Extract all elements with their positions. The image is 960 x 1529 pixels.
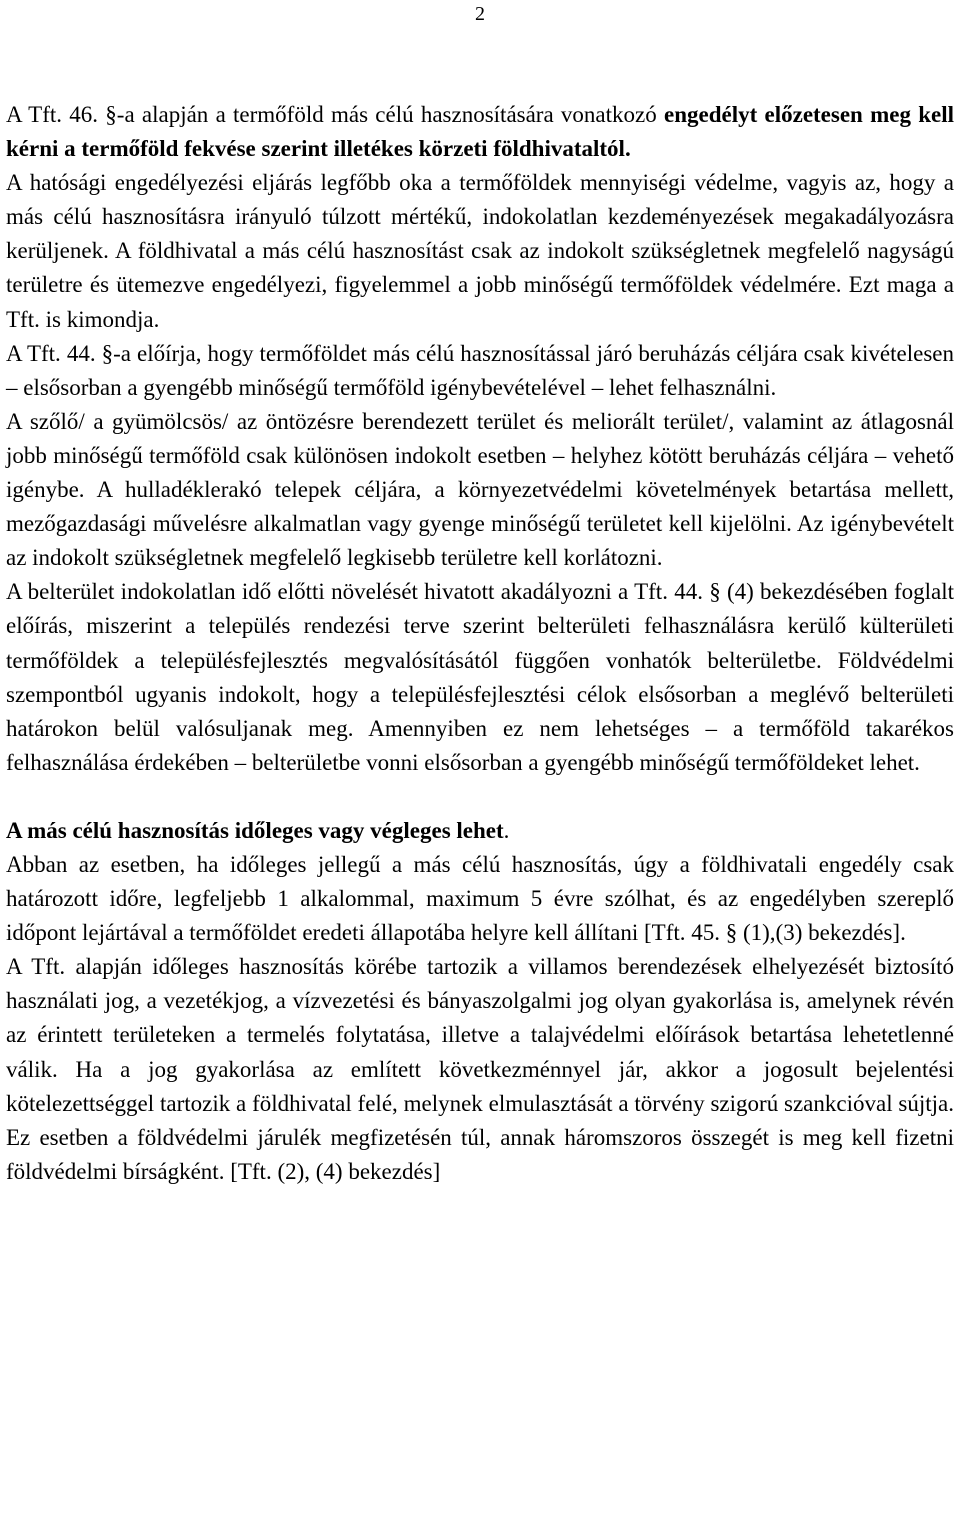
paragraph: [6, 166, 954, 336]
paragraph: [6, 575, 954, 780]
paragraph: [6, 950, 954, 1189]
text-run: A Tft. alapján időleges hasznosítás körébe tartozik a villamos berendezések elhelyezését biztosító használati jog, a vezetékjog, a vízvezetési és bányaszolgalmi jog olyan gyakorlása is, amelynek révén az érintett területeken a termelés folytatása, illetve a talajvédelmi előírások betartása lehetetlenné válik. Ha a jog gyakorlása az említett következménnyel jár, akkor a jogosult bejelentési kötelezettséggel tartozik a földhivatal felé, melynek elmulasztását a törvény szigorú szankcióval sújtja. Ez esetben a földvédelmi járulék megfizetésén túl, annak háromszoros összegét is meg kell fizetni földvédelmi bírságként. [Tft. (2), (4) bekezdés]: [6, 954, 954, 1184]
text-run: Abban az esetben, ha időleges jellegű a más célú hasznosítás, úgy a földhivatali engedély csak határozott időre, legfeljebb 1 alkalommal, maximum 5 évre szólhat, és az engedélyben szereplő időpont lejártával a termőföldet eredeti állapotába helyre kell állítani [Tft. 45. § (1),(3) bekezdés].: [6, 851, 954, 946]
text-run: A hatósági engedélyezési eljárás legfőbb oka a termőföldek mennyiségi védelme, vagyis az, hogy a más célú hasznosításra irányuló túlzott mértékű, indokolatlan kezdeményezések megakadályozásra kerüljenek. A földhivatal a más célú hasznosítást csak az indokolt szükségletnek megfelelő nagyságú területre és ütemezve engedélyezi, figyelemmel a jobb minőségű termőföldek védelmére. Ezt maga a Tft. is kimondja.: [6, 170, 954, 332]
paragraph: [6, 337, 954, 405]
text-run: A Tft. 44. §-a előírja, hogy termőföldet más célú hasznosítással járó beruházás céljára csak kivételesen – elsősorban a gyengébb minőségű termőföld igénybevételével – lehet felhasználni.: [6, 340, 954, 400]
paragraph: [6, 98, 954, 166]
paragraph: [6, 848, 954, 950]
paragraph: [6, 405, 954, 575]
document-body: [6, 98, 954, 1189]
paragraph: [6, 814, 954, 848]
bold-text: engedélyt előzetesen meg kell kérni a termőföld fekvése szerint illetékes körzeti földhivataltól.: [6, 102, 954, 162]
text-run: A Tft. 46. §-a alapján a termőföld más célú hasznosítására vonatkozó: [6, 102, 664, 127]
text-run: A belterület indokolatlan idő előtti növelését hivatott akadályozni a Tft. 44. § (4) bekezdésében foglalt előírás, miszerint a település rendezési terve szerint belterületi felhasználásra kerülő külterületi termőföldek a településfejlesztés megvalósításától függően vonhatók belterületbe. Földvédelmi szempontból ugyanis indokolt, hogy a településfejlesztési célok elsősorban a meglévő belterületi határokon belül valósuljanak meg. Amennyiben ez nem lehetséges – a termőföld takarékos felhasználása érdekében – belterületbe vonni elsősorban a gyengébb minőségű termőföldeket lehet.: [6, 579, 954, 775]
text-run: A szőlő/ a gyümölcsös/ az öntözésre berendezett terület és meliorált terület/, valamint az átlagosnál jobb minőségű termőföld csak különösen indokolt esetben – helyhez kötött beruházás céljára – vehető igénybe. A hulladéklerakó telepek céljára, a környezetvédelmi követelmények betartása mellett, mezőgazdasági művelésre alkalmatlan vagy gyenge minőségű területet kell kijelölni. Az igénybevételt az indokolt szükségletnek megfelelő legkisebb területre kell korlátozni.: [6, 408, 954, 571]
page-number: 2: [475, 3, 485, 25]
bold-text: A más célú hasznosítás időleges vagy végleges lehet: [6, 817, 504, 843]
text-run: .: [503, 817, 510, 843]
